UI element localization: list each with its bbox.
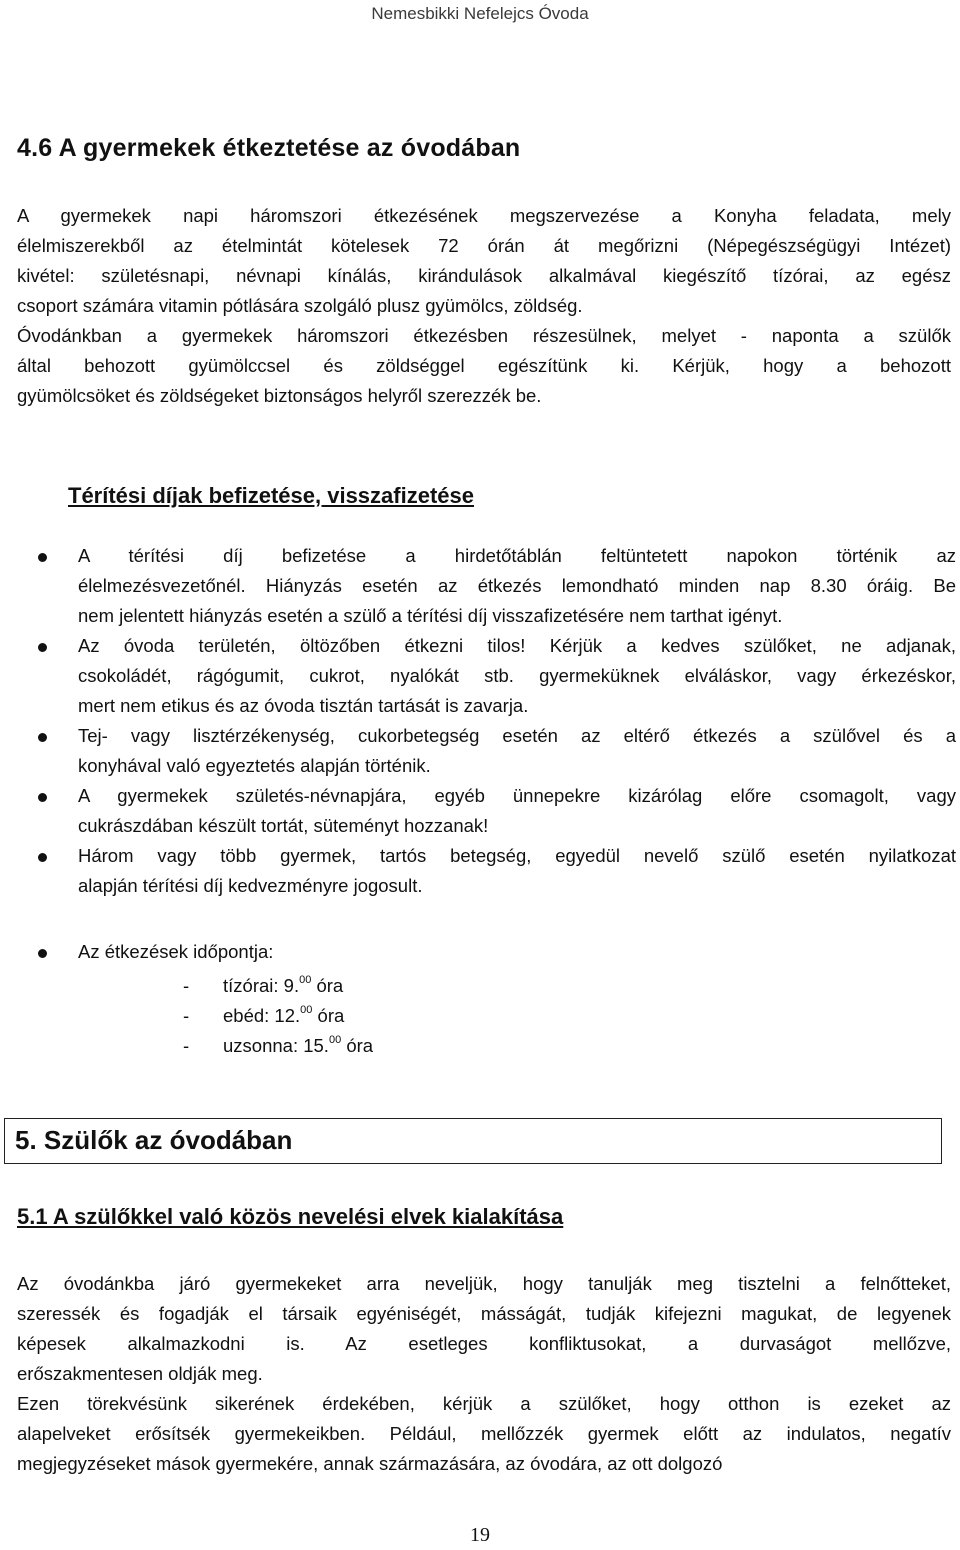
text-line: élelmiszerekből az ételmintát kötelesek 72 órán át megőrizni (Népegészségügyi Intézet) (17, 235, 951, 256)
text-line: Az óvodánkba járó gyermekeket arra neveljük, hogy tanulják meg tisztelni a felnőtteket, (17, 1273, 951, 1294)
meal-minutes: 00 (299, 974, 312, 986)
meal-times-list (183, 967, 373, 1057)
list-item (78, 781, 956, 841)
text-line: képesek alkalmazkodni is. Az esetleges konfliktusokat, a durvaságot mellőzve, (17, 1333, 951, 1354)
text-line: A gyermekek napi háromszori étkezésének megszervezése a Konyha feladata, mely (17, 205, 951, 226)
bullet-icon (38, 643, 47, 652)
text-line: által behozott gyümölccsel és zöldséggel egészítünk ki. Kérjük, hogy a behozott (17, 355, 951, 376)
text-line: Tej- vagy lisztérzékenység, cukorbetegség esetén az eltérő étkezés a szülővel és a (78, 725, 956, 746)
text-line: mert nem etikus és az óvoda tisztán tartását is zavarja. (78, 695, 529, 716)
text-line: élelmezésvezetőnél. Hiányzás esetén az étkezés lemondható minden nap 8.30 óráig. Be (78, 575, 956, 596)
meal-minutes: 00 (300, 1004, 313, 1016)
text-line: A térítési díj befizetése a hirdetőtáblán feltüntetett napokon történik az (78, 545, 956, 566)
text-line: kivétel: születésnapi, névnapi kínálás, kirándulások alkalmával kiegészítő tízórai, az egész (17, 265, 951, 286)
text-line: erőszakmentesen oldják meg. (17, 1363, 263, 1384)
text-line: Az óvoda területén, öltözőben étkezni tilos! Kérjük a kedves szülőket, ne adjanak, (78, 635, 956, 656)
list-item (78, 721, 956, 781)
section-4-6-paragraph-1 (17, 201, 951, 321)
bullet-icon (38, 793, 47, 802)
text-line: A gyermekek születés-névnapjára, egyéb ünnepekre kizárólag előre csomagolt, vagy (78, 785, 956, 806)
text-line: konyhával való egyeztetés alapján történik. (78, 755, 431, 776)
text-line: cukrászdában készült tortát, süteményt hozzanak! (78, 815, 489, 836)
list-item (78, 841, 956, 901)
bullet-icon (38, 949, 47, 958)
text-line: Ezen törekvésünk sikerének érdekében, kérjük a szülőket, hogy otthon is ezeket az (17, 1393, 951, 1414)
meal-unit: óra (317, 1005, 345, 1027)
text-line: Három vagy több gyermek, tartós betegség, egyedül nevelő szülő esetén nyilatkozat (78, 845, 956, 866)
dash: - (183, 1035, 190, 1057)
meal-time-ebed (183, 997, 373, 1027)
meal-label: ebéd: 12. (223, 1005, 301, 1027)
section-5-1-paragraph-2 (17, 1389, 951, 1479)
text-line: gyümölcsöket és zöldségeket biztonságos helyről szerezzék be. (17, 385, 542, 406)
text-line: alapján térítési díj kedvezményre jogosult. (78, 875, 423, 896)
section-5-title: 5. Szülők az óvodában (15, 1125, 293, 1155)
bullet-icon (38, 733, 47, 742)
fees-subtitle: Térítési díjak befizetése, visszafizetése (68, 483, 474, 508)
text-line: nem jelentett hiányzás esetén a szülő a térítési díj visszafizetésére nem tarthat igényt. (78, 605, 783, 626)
meal-time-uzsonna (183, 1027, 373, 1057)
meal-unit: óra (346, 1035, 374, 1057)
text-line: alapelveket erősítsék gyermekeikben. Például, mellőzzék gyermek előtt az indulatos, negatív (17, 1423, 951, 1444)
text-line: Az étkezések időpontja: (78, 941, 274, 962)
list-item (78, 937, 956, 967)
section-5-heading-box (4, 1118, 942, 1164)
dash: - (183, 1005, 190, 1027)
meal-minutes: 00 (328, 1034, 342, 1046)
meal-label: uzsonna: 15. (223, 1035, 329, 1057)
section-4-6-paragraph-2 (17, 321, 951, 411)
meal-unit: óra (316, 975, 344, 997)
text-line: csokoládét, rágógumit, cukrot, nyalókát stb. gyermeküknek elváláskor, vagy érkezéskor, (78, 665, 956, 686)
bullet-icon (38, 553, 47, 562)
section-4-6-title: 4.6 A gyermekek étkeztetése az óvodában (17, 134, 521, 162)
page-header: Nemesbikki Nefelejcs Óvoda (371, 4, 589, 23)
list-item (78, 631, 956, 721)
dash: - (183, 975, 190, 997)
meal-time-tizorai (183, 967, 373, 997)
section-5-1-title: 5.1 A szülőkkel való közös nevelési elvek kialakítása (17, 1204, 564, 1229)
bullet-icon (38, 853, 47, 862)
text-line: szeressék és fogadják el társaik egyéniségét, másságát, tudják kifejezni magukat, de legyenek (17, 1303, 951, 1324)
meal-label: tízórai: 9. (223, 975, 300, 997)
list-item (78, 541, 956, 631)
text-line: csoport számára vitamin pótlására szolgáló plusz gyümölcs, zöldség. (17, 295, 583, 316)
section-5-1-paragraph-1 (17, 1269, 951, 1389)
page-number: 19 (470, 1524, 490, 1546)
text-line: Óvodánkban a gyermekek háromszori étkezésben részesülnek, melyet - naponta a szülők (17, 325, 951, 346)
text-line: megjegyzéseket mások gyermekére, annak származására, az óvodára, az ott dolgozó (17, 1453, 723, 1474)
